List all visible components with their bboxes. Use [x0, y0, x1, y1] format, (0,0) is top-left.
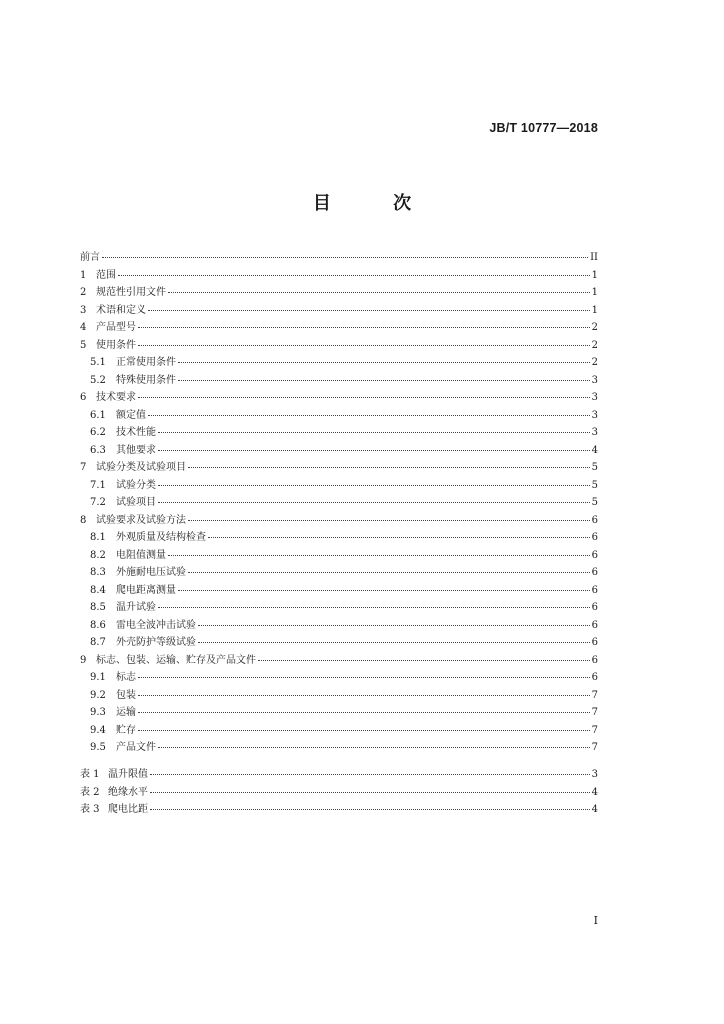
entry-page: 6 — [591, 584, 598, 596]
toc-entry[interactable] — [80, 634, 598, 652]
entry-title: 使用条件 — [96, 339, 136, 351]
entry-title: 标志 — [116, 672, 136, 683]
toc-entry[interactable] — [80, 459, 598, 477]
toc-entry[interactable] — [80, 284, 598, 302]
entry-number: 8.5 — [90, 602, 106, 613]
toc-entry[interactable] — [80, 617, 598, 635]
dot-leader — [138, 730, 590, 731]
entry-number: 8.3 — [90, 567, 106, 578]
toc-entry[interactable] — [80, 512, 598, 530]
dot-leader — [148, 310, 590, 311]
toc-entry[interactable] — [80, 372, 598, 390]
dot-leader — [158, 747, 590, 748]
entry-page: 5 — [591, 479, 598, 491]
entry-page: 1 — [591, 269, 598, 281]
entry-page: 6 — [591, 654, 598, 666]
dot-leader — [188, 520, 590, 521]
entry-title: 前言 — [80, 252, 100, 263]
dot-leader — [138, 712, 590, 713]
dot-leader — [178, 590, 590, 591]
standard-number: JB/T 10777—2018 — [489, 121, 598, 135]
entry-number: 8 — [80, 514, 87, 526]
toc-entry[interactable] — [80, 389, 598, 407]
entry-title: 外施耐电压试验 — [116, 567, 186, 578]
dot-leader — [150, 792, 590, 793]
toc-entry[interactable] — [80, 687, 598, 705]
entry-number: 5.1 — [90, 357, 106, 368]
list-of-tables — [80, 766, 598, 819]
entry-page: 6 — [591, 514, 598, 526]
toc-entry[interactable] — [80, 547, 598, 565]
entry-number: 9 — [80, 654, 87, 666]
entry-title: 包装 — [116, 689, 136, 701]
entry-page: 6 — [591, 602, 598, 613]
dot-leader — [158, 607, 590, 608]
toc-entry[interactable] — [80, 739, 598, 757]
entry-title: 试验分类及试验项目 — [96, 462, 186, 473]
entry-title: 爬电比距 — [108, 804, 148, 815]
toc-entry[interactable] — [80, 582, 598, 600]
entry-title: 爬电距离测量 — [116, 584, 176, 596]
entry-number: 8.4 — [90, 584, 106, 596]
entry-page: 7 — [591, 707, 598, 718]
entry-number: 9.1 — [90, 672, 106, 683]
entry-number: 7.1 — [90, 479, 106, 491]
entry-number: 6.3 — [90, 444, 106, 456]
entry-title: 雷电全波冲击试验 — [116, 619, 196, 631]
entry-number: 9.5 — [90, 742, 106, 753]
dot-leader — [158, 432, 590, 433]
dot-leader — [158, 502, 590, 503]
toc-entry[interactable] — [80, 267, 598, 285]
entry-number: 4 — [80, 322, 87, 333]
entry-title: 标志、包装、运输、贮存及产品文件 — [96, 654, 256, 666]
entry-page: 3 — [591, 427, 598, 438]
page-title: 目 次 — [312, 193, 440, 214]
entry-page: 6 — [591, 549, 598, 561]
toc-entry[interactable] — [80, 494, 598, 512]
dot-leader — [158, 485, 590, 486]
entry-number: 8.6 — [90, 619, 106, 631]
entry-title: 技术要求 — [96, 392, 136, 403]
dot-leader — [188, 467, 590, 468]
entry-page: 6 — [591, 619, 598, 631]
entry-number: 6.1 — [90, 409, 106, 421]
toc-entry[interactable] — [80, 477, 598, 495]
entry-page: 3 — [591, 409, 598, 421]
entry-title: 温升限值 — [108, 769, 148, 780]
dot-leader — [168, 292, 590, 293]
table-entry[interactable] — [80, 801, 598, 819]
entry-number: 9.3 — [90, 707, 106, 718]
entry-title: 额定值 — [116, 409, 146, 421]
toc-entry[interactable] — [80, 599, 598, 617]
toc-entry[interactable] — [80, 704, 598, 722]
entry-number: 6 — [80, 392, 87, 403]
dot-leader — [198, 625, 590, 626]
entry-number: 8.7 — [90, 637, 106, 648]
dot-leader — [150, 774, 590, 775]
entry-page: 3 — [591, 392, 598, 403]
entry-page: 4 — [591, 804, 598, 815]
entry-number: 5 — [80, 339, 87, 351]
entry-number: 8.1 — [90, 532, 106, 543]
entry-number: 2 — [80, 287, 87, 298]
entry-title: 技术性能 — [116, 427, 156, 438]
toc-entry[interactable] — [80, 249, 598, 267]
dot-leader — [138, 327, 590, 328]
entry-number: 9.2 — [90, 689, 106, 701]
toc-entry[interactable] — [80, 529, 598, 547]
dot-leader — [150, 809, 590, 810]
dot-leader — [208, 537, 590, 538]
dot-leader — [138, 345, 590, 346]
toc-entry[interactable] — [80, 564, 598, 582]
entry-page: 2 — [591, 357, 598, 368]
toc-entry[interactable] — [80, 442, 598, 460]
entry-number: 8.2 — [90, 549, 106, 561]
entry-title: 温升试验 — [116, 602, 156, 613]
dot-leader — [138, 695, 590, 696]
entry-page: 1 — [591, 304, 598, 316]
entry-page: 2 — [591, 322, 598, 333]
dot-leader — [178, 362, 590, 363]
entry-page: 5 — [591, 497, 598, 508]
entry-number: 表 2 — [80, 786, 100, 798]
toc-entry[interactable] — [80, 354, 598, 372]
entry-title: 正常使用条件 — [116, 357, 176, 368]
entry-title: 试验分类 — [116, 479, 156, 491]
entry-number: 6.2 — [90, 427, 106, 438]
entry-page: II — [590, 252, 598, 263]
entry-title: 外观质量及结构检查 — [116, 532, 206, 543]
toc-entry[interactable] — [80, 407, 598, 425]
entry-page: 5 — [591, 462, 598, 473]
entry-page: 6 — [591, 672, 598, 683]
entry-number: 9.4 — [90, 724, 106, 736]
toc-entry[interactable] — [80, 319, 598, 337]
dot-leader — [102, 257, 588, 258]
dot-leader — [158, 450, 590, 451]
entry-number: 表 1 — [80, 769, 100, 780]
entry-page: 2 — [591, 339, 598, 351]
entry-page: 6 — [591, 567, 598, 578]
dot-leader — [258, 660, 590, 661]
page-number: I — [593, 914, 598, 927]
entry-title: 贮存 — [116, 724, 136, 736]
dot-leader — [138, 397, 590, 398]
dot-leader — [168, 555, 590, 556]
entry-title: 产品文件 — [116, 742, 156, 753]
entry-title: 试验项目 — [116, 497, 156, 508]
entry-page: 7 — [591, 742, 598, 753]
entry-page: 1 — [591, 287, 598, 298]
table-entry[interactable] — [80, 766, 598, 784]
entry-page: 6 — [591, 532, 598, 543]
entry-page: 4 — [591, 786, 598, 798]
entry-title: 术语和定义 — [96, 304, 146, 316]
dot-leader — [138, 677, 590, 678]
entry-number: 5.2 — [90, 374, 106, 386]
entry-title: 特殊使用条件 — [116, 374, 176, 386]
entry-title: 外壳防护等级试验 — [116, 637, 196, 648]
dot-leader — [188, 572, 590, 573]
entry-title: 试验要求及试验方法 — [96, 514, 186, 526]
entry-title: 绝缘水平 — [108, 786, 148, 798]
dot-leader — [148, 415, 590, 416]
entry-number: 7 — [80, 462, 87, 473]
entry-page: 3 — [591, 374, 598, 386]
entry-number: 3 — [80, 304, 87, 316]
entry-page: 6 — [591, 637, 598, 648]
entry-title: 运输 — [116, 707, 136, 718]
table-entry[interactable] — [80, 784, 598, 802]
entry-number: 7.2 — [90, 497, 106, 508]
toc-entry[interactable] — [80, 722, 598, 740]
entry-title: 其他要求 — [116, 444, 156, 456]
entry-title: 电阻值测量 — [116, 549, 166, 561]
entry-title: 规范性引用文件 — [96, 287, 166, 298]
toc-entry[interactable] — [80, 669, 598, 687]
toc-entry[interactable] — [80, 652, 598, 670]
toc-entry[interactable] — [80, 337, 598, 355]
entry-page: 4 — [591, 444, 598, 456]
entry-page: 7 — [591, 724, 598, 736]
dot-leader — [198, 642, 590, 643]
entry-title: 范围 — [96, 269, 116, 281]
dot-leader — [178, 380, 590, 381]
dot-leader — [118, 275, 590, 276]
entry-page: 3 — [591, 769, 598, 780]
entry-title: 产品型号 — [96, 322, 136, 333]
toc-entry[interactable] — [80, 424, 598, 442]
entry-number: 1 — [80, 269, 87, 281]
entry-number: 表 3 — [80, 804, 100, 815]
toc-entry[interactable] — [80, 302, 598, 320]
table-of-contents — [80, 249, 598, 757]
entry-page: 7 — [591, 689, 598, 701]
